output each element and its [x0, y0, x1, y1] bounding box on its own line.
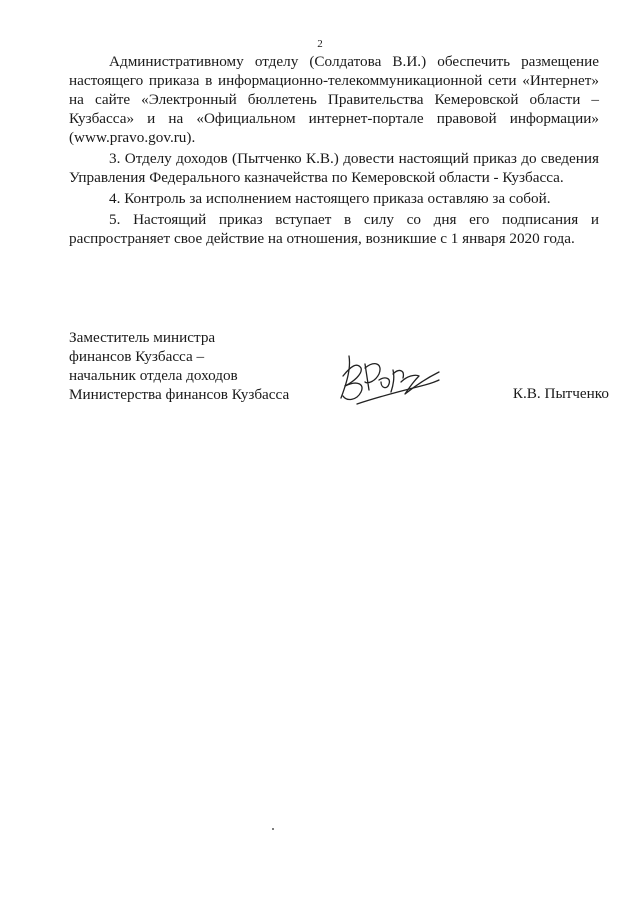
- signer-title-line: начальник отдела доходов: [69, 367, 238, 384]
- signer-title-line: Заместитель министра: [69, 329, 216, 346]
- signer-name: К.В. Пытченко: [512, 385, 609, 402]
- paragraph-publication: Административному отделу (Солдатова В.И.) обеспечить размещение настоящего приказа в информационно-телекоммуникационной сети «Интернет» на сайте «Электронный бюллетень Правительства Кемеровской области – Кузбасса» и на «Официальном интернет-портале правовой информации» (www.pravo.gov.ru).: [69, 53, 599, 146]
- paragraph-3-revenue-department: 3. Отделу доходов (Пытченко К.В.) довести настоящий приказ до сведения Управления Федерального казначейства по Кемеровской области - Кузбасса.: [69, 150, 599, 186]
- signer-title-line: Министерства финансов Кузбасса: [69, 386, 290, 403]
- signature-block: [69, 328, 609, 408]
- signer-title-line: финансов Кузбасса –: [69, 348, 205, 365]
- paragraph-5-effective-date: 5. Настоящий приказ вступает в силу со дня его подписания и распространяет свое действие на отношения, возникшие с 1 января 2020 года.: [69, 211, 599, 247]
- scan-speck: [272, 828, 274, 830]
- paragraph-4-control: 4. Контроль за исполнением настоящего приказа оставляю за собой.: [109, 190, 551, 207]
- signer-title: [69, 328, 289, 404]
- document-body: [69, 52, 599, 250]
- page-number: 2: [317, 38, 323, 50]
- handwritten-signature: [335, 346, 443, 410]
